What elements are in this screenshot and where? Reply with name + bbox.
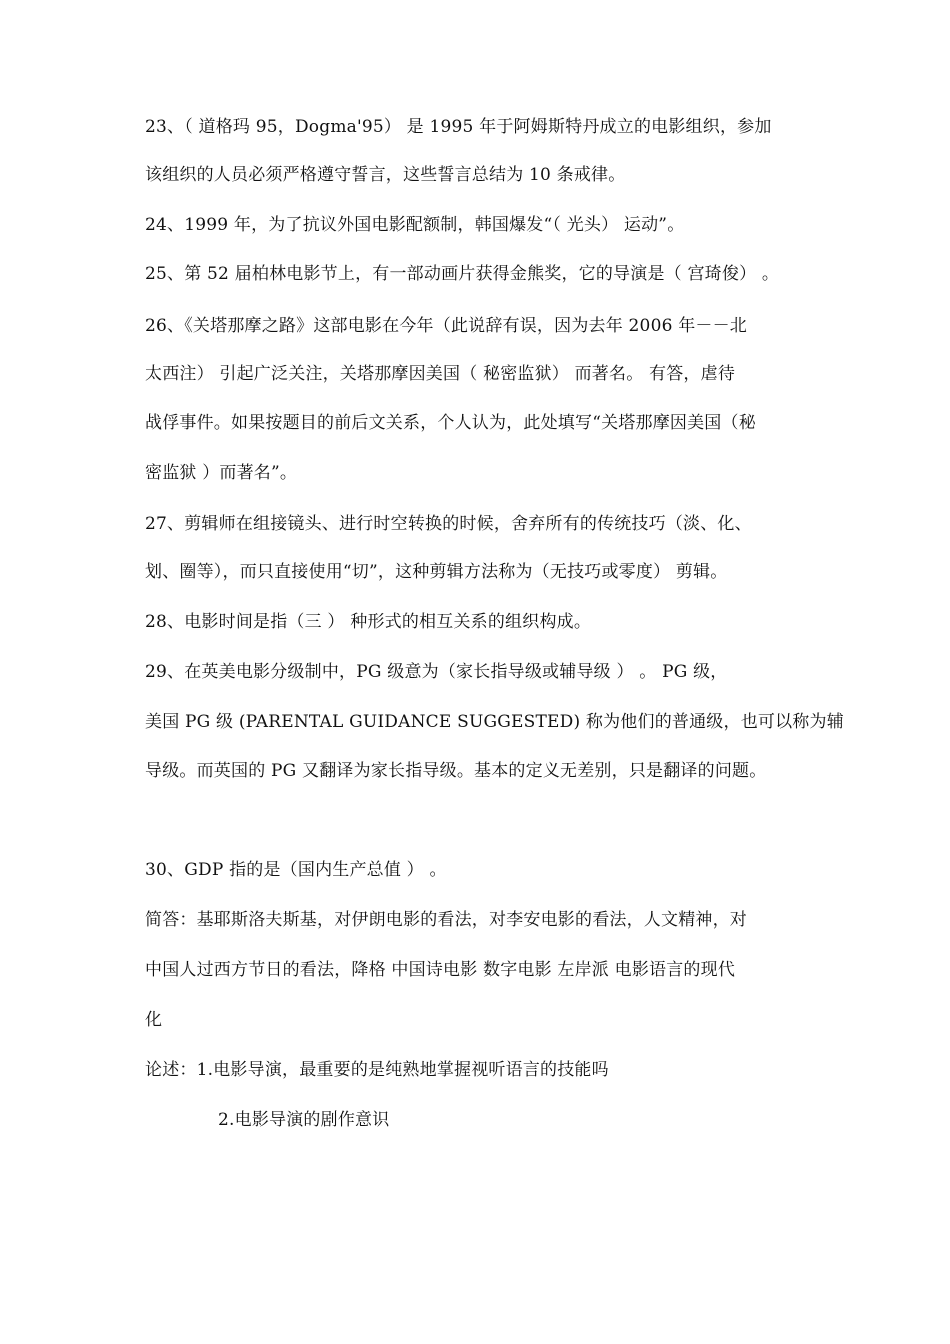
q28-line: 28、电影时间是指（三 ） 种形式的相互关系的组织构成。 xyxy=(145,612,592,632)
q25-line: 25、第 52 届柏林电影节上，有一部动画片获得金熊奖，它的导演是（ 宫琦俊） 。 xyxy=(145,264,780,284)
q26-line-1: 26、《关塔那摩之路》这部电影在今年（此说辞有误，因为去年 2006 年－－北 xyxy=(145,316,748,336)
essay-line-2: 2.电影导演的剧作意识 xyxy=(218,1110,390,1130)
q26-line-3: 战俘事件。如果按题目的前后文关系，个人认为，此处填写“关塔那摩因美国（秘 xyxy=(145,413,756,433)
q24-line: 24、1999 年，为了抗议外国电影配额制，韩国爆发“（ 光头） 运动”。 xyxy=(145,215,685,235)
q27-line-1: 27、剪辑师在组接镜头、进行时空转换的时候，舍弃所有的传统技巧（淡、化、 xyxy=(145,514,752,534)
short-answer-line-1: 简答：基耶斯洛夫斯基，对伊朗电影的看法，对李安电影的看法，人文精神，对 xyxy=(145,910,747,930)
q30-line: 30、GDP 指的是（国内生产总值 ） 。 xyxy=(145,860,447,880)
q29-line-3: 导级。而英国的 PG 又翻译为家长指导级。基本的定义无差别，只是翻译的问题。 xyxy=(145,761,767,781)
short-answer-line-2: 中国人过西方节日的看法，降格 中国诗电影 数字电影 左岸派 电影语言的现代 xyxy=(145,960,736,980)
q26-line-2: 太西注） 引起广泛关注，关塔那摩因美国（ 秘密监狱） 而著名。 有答，虐待 xyxy=(145,364,736,384)
q26-line-4: 密监狱 ）而著名”。 xyxy=(145,463,298,483)
essay-line-1: 论述：1.电影导演，最重要的是纯熟地掌握视听语言的技能吗 xyxy=(145,1060,609,1080)
q29-line-2: 美国 PG 级 (PARENTAL GUIDANCE SUGGESTED) 称为他们的普通级，也可以称为辅 xyxy=(145,712,844,732)
q23-line-2: 该组织的人员必须严格遵守誓言，这些誓言总结为 10 条戒律。 xyxy=(145,165,626,185)
q29-line-1: 29、在英美电影分级制中，PG 级意为（家长指导级或辅导级 ） 。 PG 级， xyxy=(145,662,728,682)
short-answer-line-3: 化 xyxy=(145,1010,163,1030)
q23-line-1: 23、（ 道格玛 95，Dogma'95） 是 1995 年于阿姆斯特丹成立的电影组织，参加 xyxy=(145,117,772,137)
q27-line-2: 划、圈等），而只直接使用“切”，这种剪辑方法称为（无技巧或零度） 剪辑。 xyxy=(145,562,728,582)
